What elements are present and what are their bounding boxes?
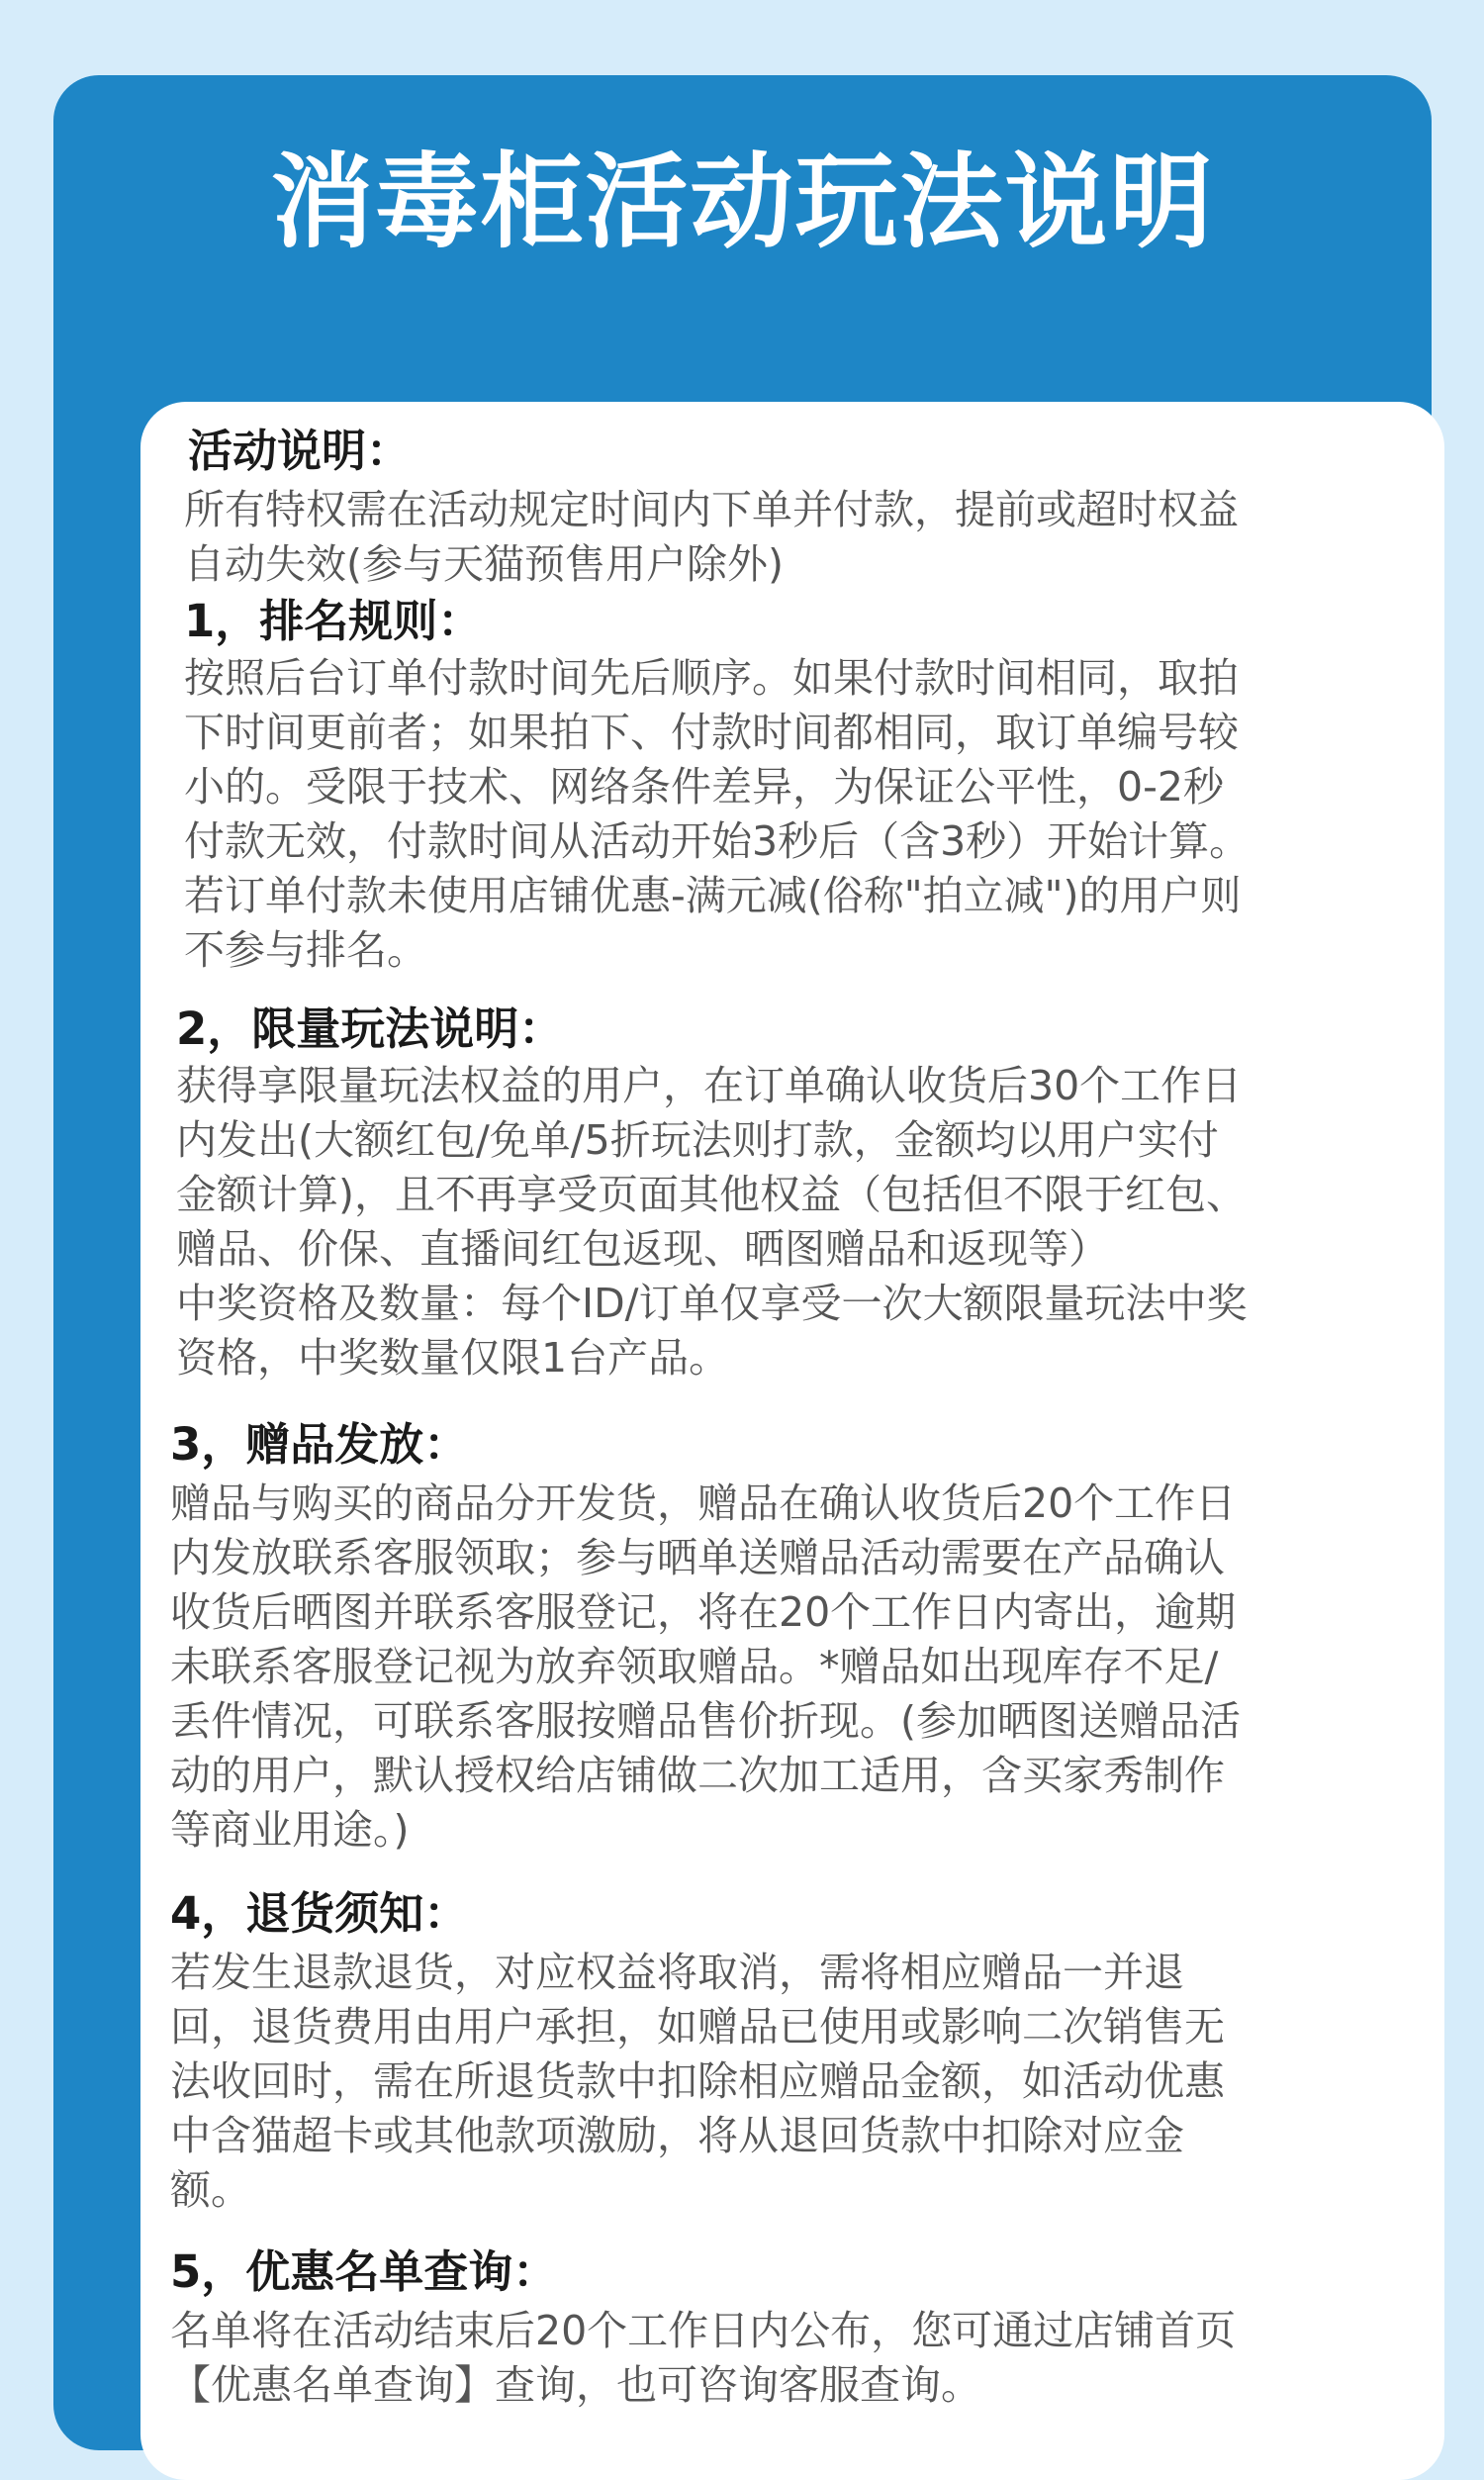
section-text-gifts [170,1477,1456,1858]
section-line: 不参与排名。 [184,926,427,974]
section-line: 等商业用途。) [170,1806,410,1854]
section-line: 丢件情况，可联系客服按赠品售价折现。(参加晒图送赠品活 [170,1697,1241,1745]
section-heading-returns: 4，退货须知： [170,1887,469,1940]
section-heading-limited: 2，限量玩法说明： [176,1002,564,1055]
section-line: 赠品、价保、直播间红包返现、晒图赠品和返现等） [176,1225,1109,1273]
intro-line: 所有特权需在活动规定时间内下单并付款，提前或超时权益 [184,486,1239,533]
page-title: 消毒柜活动玩法说明 [270,142,1215,262]
section-text-ranking [184,651,1470,978]
section-line: 中奖资格及数量：每个ID/订单仅享受一次大额限量玩法中奖 [176,1280,1248,1327]
rules-panel [53,75,1432,2450]
section-line: 金额计算)，且不再享受页面其他权益（包括但不限于红包、 [176,1171,1247,1218]
section-line: 未联系客服登记视为放弃领取赠品。*赠品如出现库存不足/ [170,1643,1219,1690]
section-line: 回，退货费用由用户承担，如赠品已使用或影响二次销售无 [170,2003,1225,2051]
intro-line: 自动失效(参与天猫预售用户除外) [184,540,784,588]
intro-heading: 活动说明： [188,425,412,477]
section-line: 赠品与购买的商品分开发货，赠品在确认收货后20个工作日 [170,1479,1237,1527]
section-line: 内发放联系客服领取；参与晒单送赠品活动需要在产品确认 [170,1534,1225,1581]
intro-text [184,483,1470,592]
section-line: 收货后晒图并联系客服登记，将在20个工作日内寄出，逾期 [170,1588,1237,1636]
section-heading-ranking: 1，排名规则： [184,595,483,647]
section-line: 按照后台订单付款时间先后顺序。如果付款时间相同，取拍 [184,654,1239,702]
section-heading-gifts: 3，赠品发放： [170,1418,469,1471]
section-line: 若订单付款未使用店铺优惠-满元减(俗称"拍立减")的用户则 [184,872,1242,919]
section-line: 内发出(大额红包/免单/5折玩法则打款，金额均以用户实付 [176,1116,1219,1164]
section-line: 获得享限量玩法权益的用户，在订单确认收货后30个工作日 [176,1062,1243,1109]
section-line: 额。 [170,2166,251,2214]
section-line: 下时间更前者；如果拍下、付款时间都相同，取订单编号较 [184,709,1239,756]
section-heading-list-query: 5，优惠名单查询： [170,2245,558,2298]
rules-card [140,402,1444,2480]
section-line: 付款无效，付款时间从活动开始3秒后（含3秒）开始计算。 [184,817,1251,865]
section-line: 资格，中奖数量仅限1台产品。 [176,1334,730,1382]
section-line: 小的。受限于技术、网络条件差异，为保证公平性，0-2秒 [184,763,1224,811]
section-line: 中含猫超卡或其他款项激励，将从退回货款中扣除对应金 [170,2112,1184,2159]
section-line: 动的用户，默认授权给店铺做二次加工适用，含买家秀制作 [170,1752,1225,1799]
section-line: 名单将在活动结束后20个工作日内公布，您可通过店铺首页 [170,2307,1237,2354]
section-line: 法收回时，需在所退货款中扣除相应赠品金额，如活动优惠 [170,2057,1225,2105]
section-line: 若发生退款退货，对应权益将取消，需将相应赠品一并退 [170,1949,1184,1996]
section-line: 【优惠名单查询】查询，也可咨询客服查询。 [170,2361,981,2409]
section-text-limited [176,1059,1462,1385]
section-text-list-query [170,2304,1456,2413]
section-text-returns [170,1946,1456,2218]
